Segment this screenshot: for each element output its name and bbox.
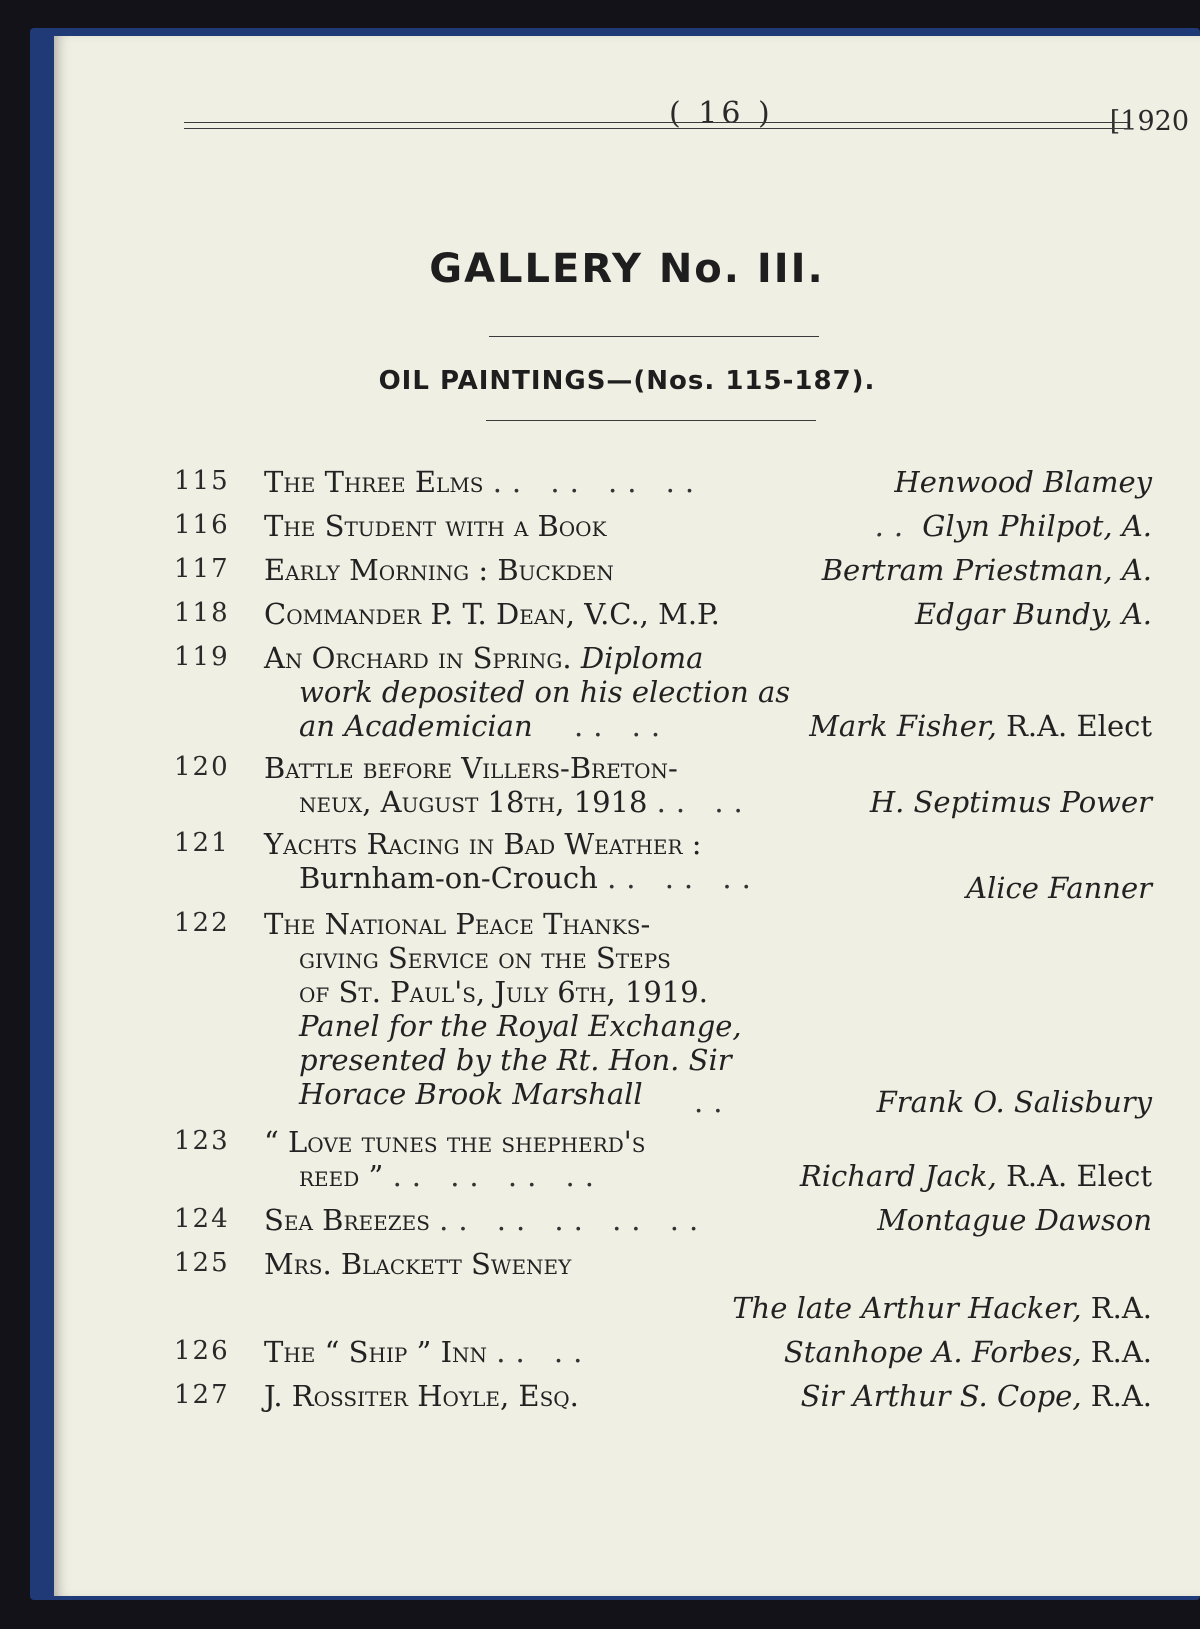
entry-artist: Stanhope A. Forbes, R.A. [783,1335,1152,1369]
entry-number: 117 [174,554,230,584]
entry-number: 122 [174,908,230,938]
entry-artist: Richard Jack, R.A. Elect [799,1159,1152,1193]
entry-artist: Montague Dawson [877,1203,1152,1237]
dot-leader: .. .. .. [607,861,761,895]
gallery-title: GALLERY No. III. [429,246,825,292]
entry-number: 127 [174,1380,230,1410]
entry-title: The Three Elms .. .. .. .. [264,465,705,499]
entry-note: an Academician [299,709,533,743]
entry-title-continued: reed ” .. .. .. .. [299,1159,604,1193]
dot-leader: .. .. [574,709,671,743]
entry-title: Early Morning : Buckden [264,553,614,587]
section-title: OIL PAINTINGS—(Nos. 115-187). [378,366,876,396]
entry-title: The National Peace Thanks- [264,907,651,941]
dot-leader: .. .. [496,1335,593,1369]
dot-leader: .. [874,509,914,543]
entry-number: 121 [174,828,230,858]
entry-number: 120 [174,752,230,782]
year-mark: [1920 [1109,106,1189,137]
entry-artist: Frank O. Salisbury [876,1085,1152,1119]
entry-artist: Alice Fanner [966,871,1152,905]
entry-number: 125 [174,1248,230,1278]
entry-title: The “ Ship ” Inn .. .. [264,1335,593,1369]
entry-artist: Mark Fisher, R.A. Elect [809,709,1152,743]
entry-artist: Edgar Bundy, A. [914,597,1152,631]
dot-leader: .. .. .. .. .. [439,1203,709,1237]
catalogue-list [54,36,1200,1596]
entry-title: Battle before Villers-Breton- [264,751,678,785]
entry-number: 118 [174,598,230,628]
entry-title: Sea Breezes .. .. .. .. .. [264,1203,709,1237]
entry-title: “ Love tunes the shepherd's [264,1125,646,1159]
entry-artist: H. Septimus Power [869,785,1152,819]
entry-artist: Sir Arthur S. Cope, R.A. [800,1379,1152,1413]
entry-title: Mrs. Blackett Sweney [264,1247,572,1281]
entry-number: 115 [174,466,230,496]
entry-title: The Student with a Book [264,509,607,543]
dot-leader: .. .. .. .. [392,1159,604,1193]
entry-number: 124 [174,1204,230,1234]
entry-note: Panel for the Royal Exchange, [299,1009,742,1043]
entry-title: Commander P. T. Dean, V.C., M.P. [264,597,720,631]
dot-leader: .. [694,1085,733,1119]
entry-note: presented by the Rt. Hon. Sir [299,1043,732,1077]
entry-title-continued: giving Service on the Steps [299,941,671,975]
entry-title-continued: Burnham-on-Crouch .. .. .. [299,861,761,895]
entry-number: 116 [174,510,230,540]
dot-leader: .. .. [656,785,753,819]
entry-note: work deposited on his election as [299,675,791,709]
entry-title-continued: neux, August 18th, 1918 .. .. [299,785,753,819]
entry-title: An Orchard in Spring. Diploma [264,641,704,675]
entry-note: Diploma [580,641,704,675]
entry-number: 119 [174,642,230,672]
book-page [54,36,1200,1596]
entry-note: Horace Brook Marshall [299,1077,643,1111]
entry-number: 123 [174,1126,230,1156]
entry-title: Yachts Racing in Bad Weather : [264,827,702,861]
page-number: ( 16 ) [669,96,774,131]
entry-number: 126 [174,1336,230,1366]
dot-leader: .. .. .. .. [492,465,705,499]
entry-artist: Henwood Blamey [894,465,1152,499]
entry-title-continued: of St. Paul's, July 6th, 1919. [299,975,708,1009]
entry-artist: The late Arthur Hacker, R.A. [732,1291,1152,1325]
entry-title: J. Rossiter Hoyle, Esq. [264,1379,579,1413]
entry-artist: Bertram Priestman, A. [821,553,1152,587]
entry-artist: .. Glyn Philpot, A. [874,509,1152,543]
